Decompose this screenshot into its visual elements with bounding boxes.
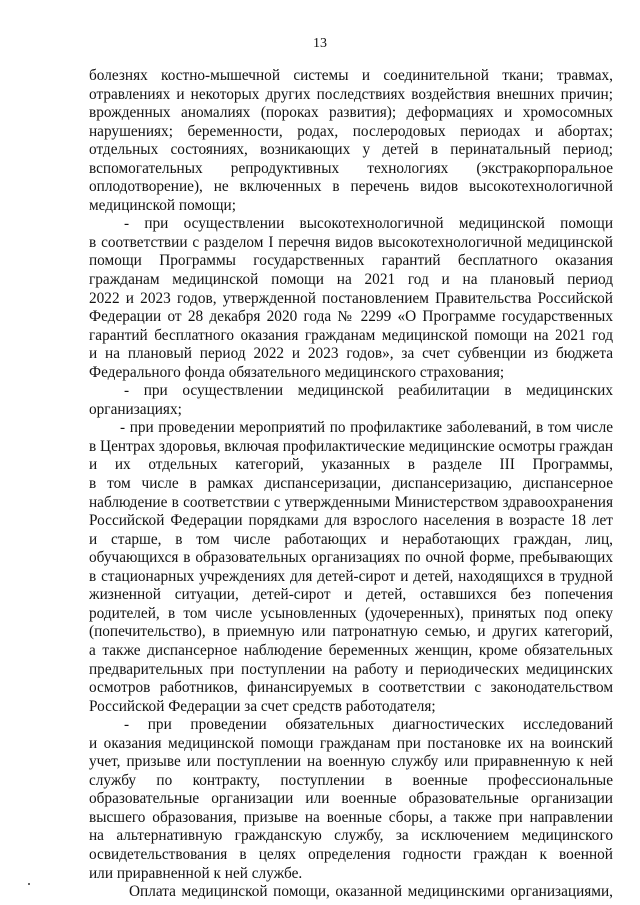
text-line: - при проведении обязательных диагностических исследований [124, 716, 613, 734]
text-line: Федерального фонда обязательного медицинского страхования; [89, 363, 505, 381]
text-line: образовательные организации или военные образовательные организации [89, 790, 613, 808]
text-line: обучающихся в образовательных организациях по очной форме, пребывающих [89, 549, 613, 567]
text-line: Федерации от 28 декабря 2020 года № 2299 «О Программе государственных [89, 308, 613, 326]
text-line: и оказания медицинской помощи гражданам при постановке их на воинский [89, 734, 613, 752]
text-line: и их отдельных категорий, указанных в разделе III Программы, [89, 456, 613, 474]
text-line: или приравненной к ней службе. [89, 864, 303, 882]
text-line: - при осуществлении медицинской реабилитации в медицинских [124, 382, 613, 400]
text-line: предварительных при поступлении на работу и периодических медицинских [89, 660, 613, 678]
text-line: - при осуществлении высокотехнологичной медицинской помощи [124, 215, 613, 233]
text-line: службу по контракту, поступлении в военные профессиональные [89, 771, 613, 789]
text-line: отдельных состояниях, возникающих у детей в перинатальный период; [89, 141, 613, 159]
text-line: Российской Федерации порядками для взрослого населения в возрасте 18 лет [89, 512, 613, 530]
text-line: осмотров работников, финансируемых в соответствии с законодательством [89, 679, 613, 697]
text-line: (попечительство), в приемную или патронатную семью, и других категорий, [89, 623, 613, 641]
text-line: нарушениях; беременности, родах, послеродовых периодах и абортах; [89, 122, 613, 140]
text-line: учет, призыве или поступлении на военную службу или приравненную к ней [89, 753, 613, 771]
text-line: гарантий бесплатного оказания гражданам медицинской помощи на 2021 год [89, 326, 613, 344]
scan-speck [28, 883, 30, 885]
text-line: - при проведении мероприятий по профилактике заболеваний, в том числе [120, 419, 613, 437]
text-line: вспомогательных репродуктивных технологиях (экстракорпоральное [89, 159, 613, 177]
text-line: организациях; [89, 400, 182, 418]
text-line: Оплата медицинской помощи, оказанной медицинскими организациями, [129, 883, 613, 901]
text-line: в Центрах здоровья, включая профилактические медицинские осмотры граждан [89, 437, 613, 455]
text-line: в стационарных учреждениях для детей-сирот и детей, находящихся в трудной [89, 567, 613, 585]
text-line: а также диспансерное наблюдение беременных женщин, кроме обязательных [89, 641, 613, 659]
text-line: и старше, в том числе работающих и неработающих граждан, лиц, [89, 530, 613, 548]
text-line: медицинской помощи; [89, 196, 236, 214]
text-line: наблюдение в соответствии с утвержденными Министерством здравоохранения [89, 493, 613, 511]
text-line: и на плановый период 2022 и 2023 годов», за счет субвенции из бюджета [89, 345, 613, 363]
text-line: освидетельствования в целях определения годности граждан к военной [89, 845, 613, 863]
text-line: оплодотворение), не включенных в перечень видов высокотехнологичной [89, 178, 613, 196]
text-line: отравлениях и некоторых других последствиях воздействия внешних причин; [89, 85, 613, 103]
text-line: жизненной ситуации, детей-сирот и детей, оставшихся без попечения [89, 586, 613, 604]
page-number: 13 [313, 36, 327, 51]
body-text [89, 67, 613, 902]
text-line: болезнях костно-мышечной системы и соединительной ткани; травмах, [89, 67, 613, 84]
text-line: в том числе в рамках диспансеризации, диспансеризацию, диспансерное [89, 475, 613, 493]
text-line: помощи Программы государственных гарантий бесплатного оказания [89, 252, 613, 270]
text-line: высшего образования, призыве на военные сборы, а также при направлении [89, 808, 613, 826]
text-line: врожденных аномалиях (пороках развития); деформациях и хромосомных [89, 104, 613, 122]
text-line: Российской Федерации за счет средств работодателя; [89, 697, 436, 715]
text-line: родителей, в том числе усыновленных (удочеренных), принятых под опеку [89, 604, 613, 622]
text-line: в соответствии с разделом I перечня видов высокотехнологичной медицинской [89, 233, 613, 251]
text-line: на альтернативную гражданскую службу, за исключением медицинского [89, 827, 613, 845]
text-line: 2022 и 2023 годов, утвержденной постановлением Правительства Российской [89, 289, 613, 307]
text-line: гражданам медицинской помощи на 2021 год и на плановый период [89, 271, 613, 289]
